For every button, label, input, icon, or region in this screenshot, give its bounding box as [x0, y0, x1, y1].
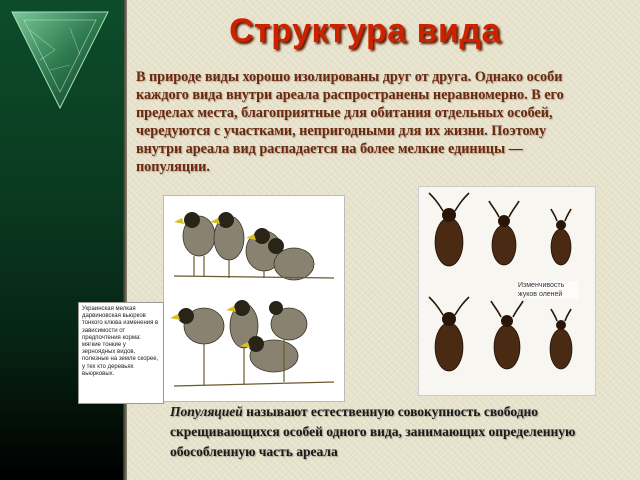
slide-title: Структура вида: [229, 12, 501, 50]
definition-term: Популяцией: [170, 404, 243, 419]
definition-text: называют естественную совокупность свободно скрещивающихся особей одного вида, занимающих определенную обособленную часть ареала: [170, 404, 576, 459]
finches-illustration: [163, 195, 345, 402]
finch-birds-icon: [164, 196, 344, 401]
population-definition: [170, 402, 610, 462]
sidebar-panel: [0, 0, 123, 480]
triangle-emblem-icon: [10, 10, 110, 110]
intro-paragraph: В природе виды хорошо изолированы друг от друга. Однако особи каждого вида внутри ареала распространены неравномерно. В его пределах места, благоприятные для обитания отдельных особей, чередуются с участками, непригодными для их жизни. Поэтому внутри ареала вид распадается на более мелкие единицы — популяции.: [136, 69, 564, 175]
beetle-caption: Изменчивость жуков оленей: [518, 281, 578, 299]
finch-caption-box: Украинская мелкая дарвиновская вьюрков тонкого клюва изменения в зависимости от предпочтения корма: мягкие тонкие у зерноядных видов, полезные на земле скорее, у тех кто деревьях вьюрковых.: [78, 302, 164, 404]
